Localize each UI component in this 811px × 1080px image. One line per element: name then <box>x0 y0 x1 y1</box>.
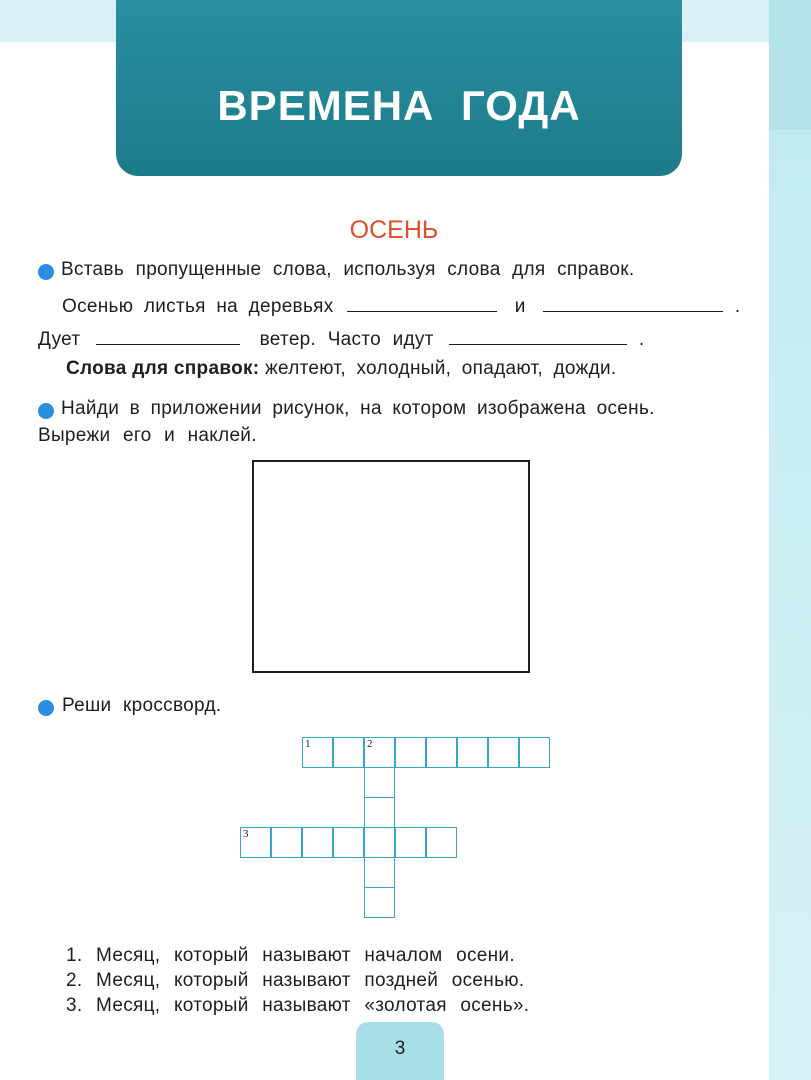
bullet-icon <box>38 700 54 716</box>
clue-number-2: 2 <box>367 738 373 750</box>
hint-words: желтеют, холодный, опадают, дожди. <box>265 358 617 379</box>
task1-line1-text-b: и <box>514 296 526 317</box>
crossword-cell[interactable] <box>333 737 364 768</box>
task2-instruction-1: Найди в приложении рисунок, на котором изображена осень. <box>61 398 655 419</box>
crossword-cell[interactable] <box>426 737 457 768</box>
clue-2: 2. Месяц, который называют поздней осенью. <box>66 970 525 991</box>
crossword-cell[interactable] <box>519 737 550 768</box>
crossword-cell[interactable] <box>426 827 457 858</box>
blank-field-1[interactable] <box>347 297 497 312</box>
task1-line1 <box>62 296 740 318</box>
clue-number-3: 3 <box>243 828 249 840</box>
crossword-cell[interactable] <box>364 887 395 918</box>
blank-field-4[interactable] <box>449 330 627 345</box>
page-number-badge <box>356 1022 444 1080</box>
task1-line2-end: . <box>638 329 645 350</box>
page-title: ВРЕМЕНА ГОДА <box>217 82 581 129</box>
bullet-icon <box>38 264 54 280</box>
crossword-cell[interactable] <box>488 737 519 768</box>
clue-number-1: 1 <box>305 738 311 750</box>
task1-line1-text-a: Осенью листья на деревьях <box>62 296 334 317</box>
task1-instruction: Вставь пропущенные слова, используя слова для справок. <box>61 259 635 280</box>
crossword-cell[interactable] <box>271 827 302 858</box>
crossword-cell[interactable] <box>395 827 426 858</box>
task1-line2-text-a: Дует <box>38 329 81 350</box>
clue-1: 1. Месяц, который называют началом осени. <box>66 945 515 966</box>
crossword-cell[interactable] <box>364 857 395 888</box>
task2-instruction-2: Вырежи его и наклей. <box>38 425 257 446</box>
crossword-cell[interactable] <box>364 797 395 828</box>
blank-field-3[interactable] <box>96 330 240 345</box>
crossword-cell[interactable] <box>364 827 395 858</box>
page-number: 3 <box>394 1038 406 1059</box>
section-title: ОСЕНЬ <box>349 216 439 244</box>
picture-paste-area <box>252 460 530 673</box>
crossword-cell[interactable] <box>302 737 333 768</box>
task1-line2-text-b: ветер. Часто идут <box>259 329 434 350</box>
crossword-cell[interactable] <box>333 827 364 858</box>
task1-line2 <box>38 329 644 351</box>
crossword-cell[interactable] <box>457 737 488 768</box>
side-strip-top <box>769 0 811 130</box>
header-banner <box>116 0 682 176</box>
clue-3: 3. Месяц, который называют «золотая осень». <box>66 995 530 1016</box>
crossword-cell[interactable] <box>364 767 395 798</box>
crossword-cell[interactable] <box>302 827 333 858</box>
crossword-cell[interactable] <box>364 737 395 768</box>
task1-line1-end: . <box>734 296 741 317</box>
blank-field-2[interactable] <box>543 297 723 312</box>
task3-instruction: Реши кроссворд. <box>62 695 222 716</box>
bullet-icon <box>38 403 54 419</box>
crossword-cell[interactable] <box>240 827 271 858</box>
crossword-cell[interactable] <box>395 737 426 768</box>
task1-hint <box>66 358 616 380</box>
hint-label: Слова для справок: <box>66 358 260 379</box>
side-strip <box>769 0 811 1080</box>
